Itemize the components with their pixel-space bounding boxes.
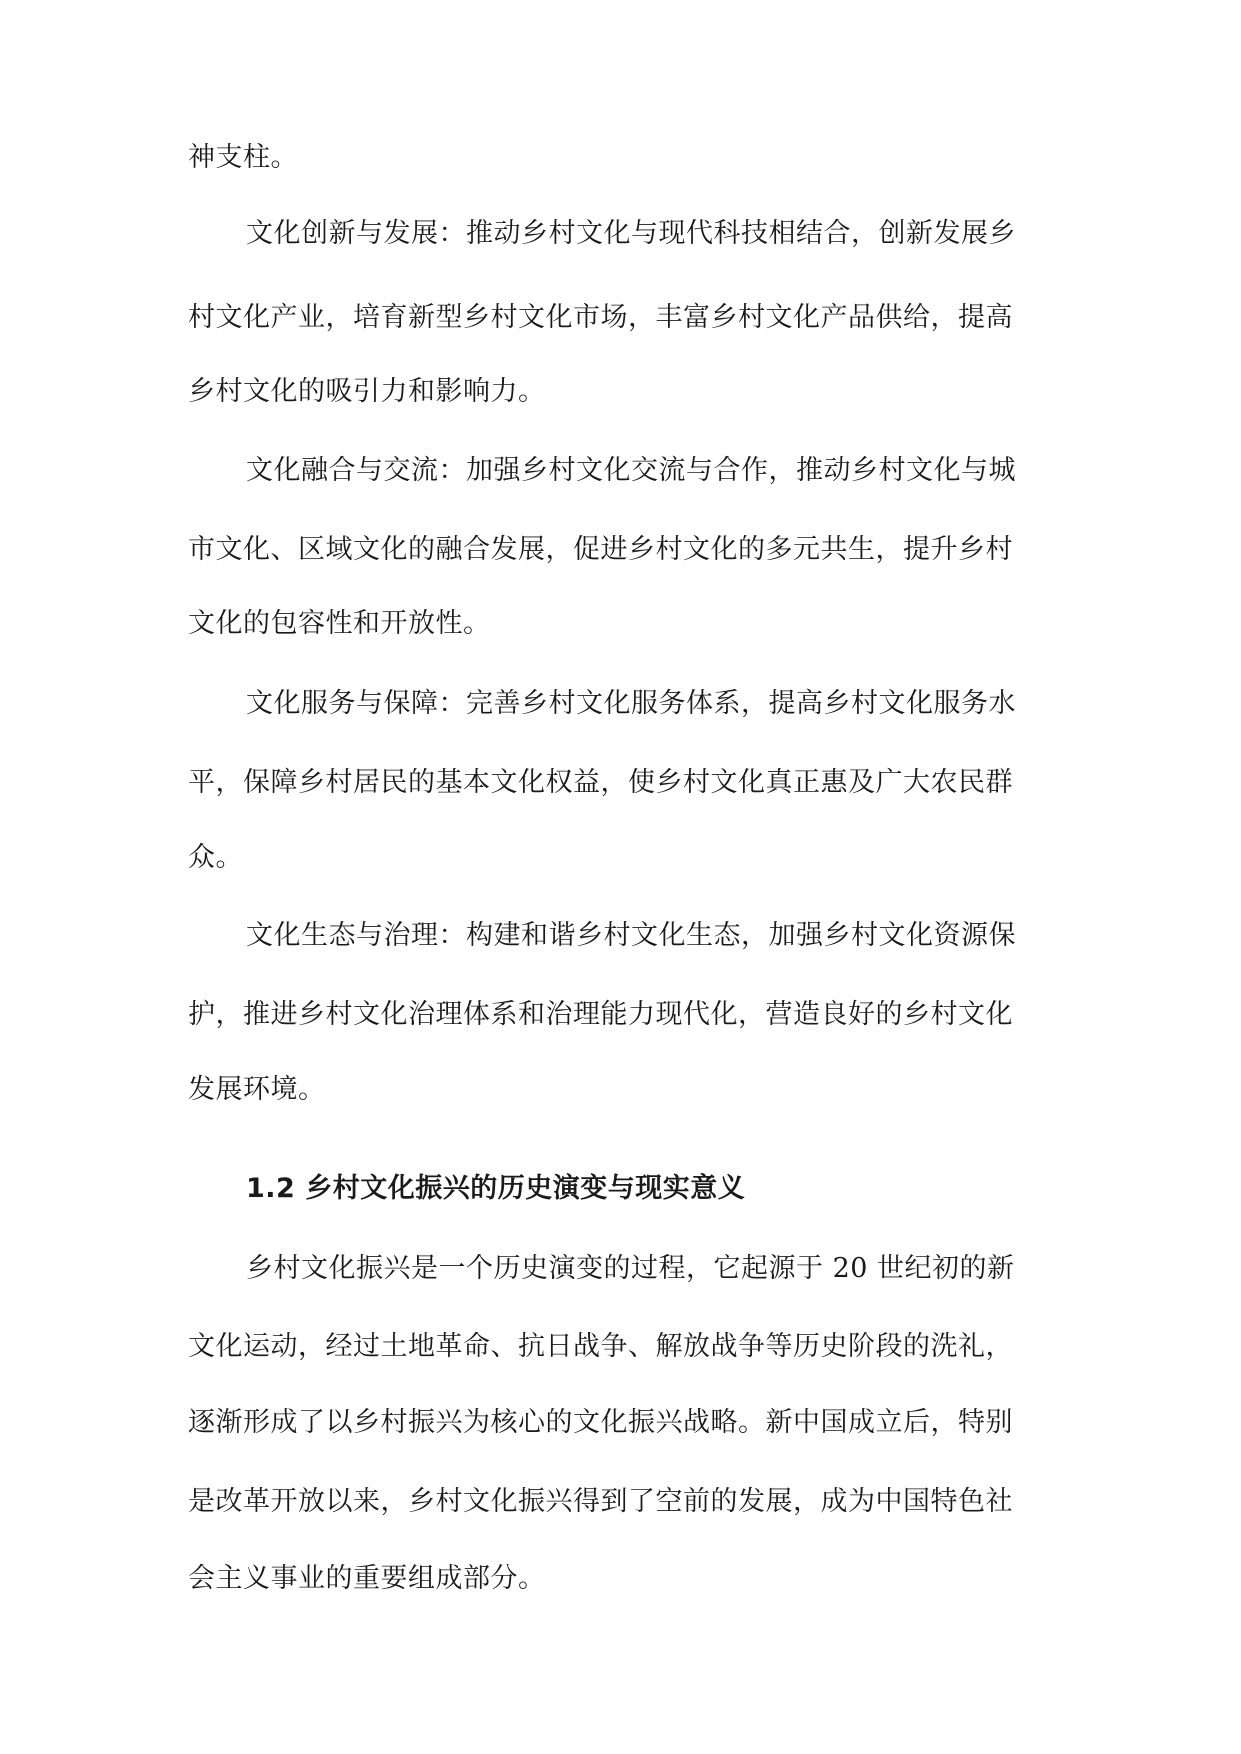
paragraph-ecology-line-2: 护，推进乡村文化治理体系和治理能力现代化，营造良好的乡村文化 — [188, 999, 1013, 1030]
paragraph-ecology-line-1: 文化生态与治理：构建和谐乡村文化生态，加强乡村文化资源保 — [246, 920, 1016, 951]
paragraph-history-line-2: 文化运动，经过土地革命、抗日战争、解放战争等历史阶段的洗礼， — [188, 1331, 1013, 1362]
paragraph-innovation-line-1: 文化创新与发展：推动乡村文化与现代科技相结合，创新发展乡 — [246, 218, 1016, 249]
section-heading: 1.2 乡村文化振兴的历史演变与现实意义 — [246, 1173, 746, 1204]
paragraph-integration-line-2: 市文化、区域文化的融合发展，促进乡村文化的多元共生，提升乡村 — [188, 534, 1013, 565]
paragraph-history-line-5: 会主义事业的重要组成部分。 — [188, 1563, 546, 1594]
paragraph-service-line-1: 文化服务与保障：完善乡村文化服务体系，提高乡村文化服务水 — [246, 688, 1016, 719]
paragraph-innovation-line-3: 乡村文化的吸引力和影响力。 — [188, 376, 546, 407]
paragraph-service-line-3: 众。 — [188, 842, 243, 873]
paragraph-history-line-3: 逐渐形成了以乡村振兴为核心的文化振兴战略。新中国成立后，特别 — [188, 1407, 1013, 1438]
paragraph-history-line-1: 乡村文化振兴是一个历史演变的过程，它起源于 20 世纪初的新 — [246, 1253, 1015, 1284]
paragraph-history-line-4: 是改革开放以来，乡村文化振兴得到了空前的发展，成为中国特色社 — [188, 1486, 1013, 1517]
paragraph-innovation-line-2: 村文化产业，培育新型乡村文化市场，丰富乡村文化产品供给，提高 — [188, 302, 1013, 333]
paragraph-continuation-line-1: 神支柱。 — [188, 142, 298, 173]
paragraph-integration-line-1: 文化融合与交流：加强乡村文化交流与合作，推动乡村文化与城 — [246, 455, 1016, 486]
paragraph-service-line-2: 平，保障乡村居民的基本文化权益，使乡村文化真正惠及广大农民群 — [188, 767, 1013, 798]
paragraph-integration-line-3: 文化的包容性和开放性。 — [188, 608, 491, 639]
paragraph-ecology-line-3: 发展环境。 — [188, 1074, 326, 1105]
